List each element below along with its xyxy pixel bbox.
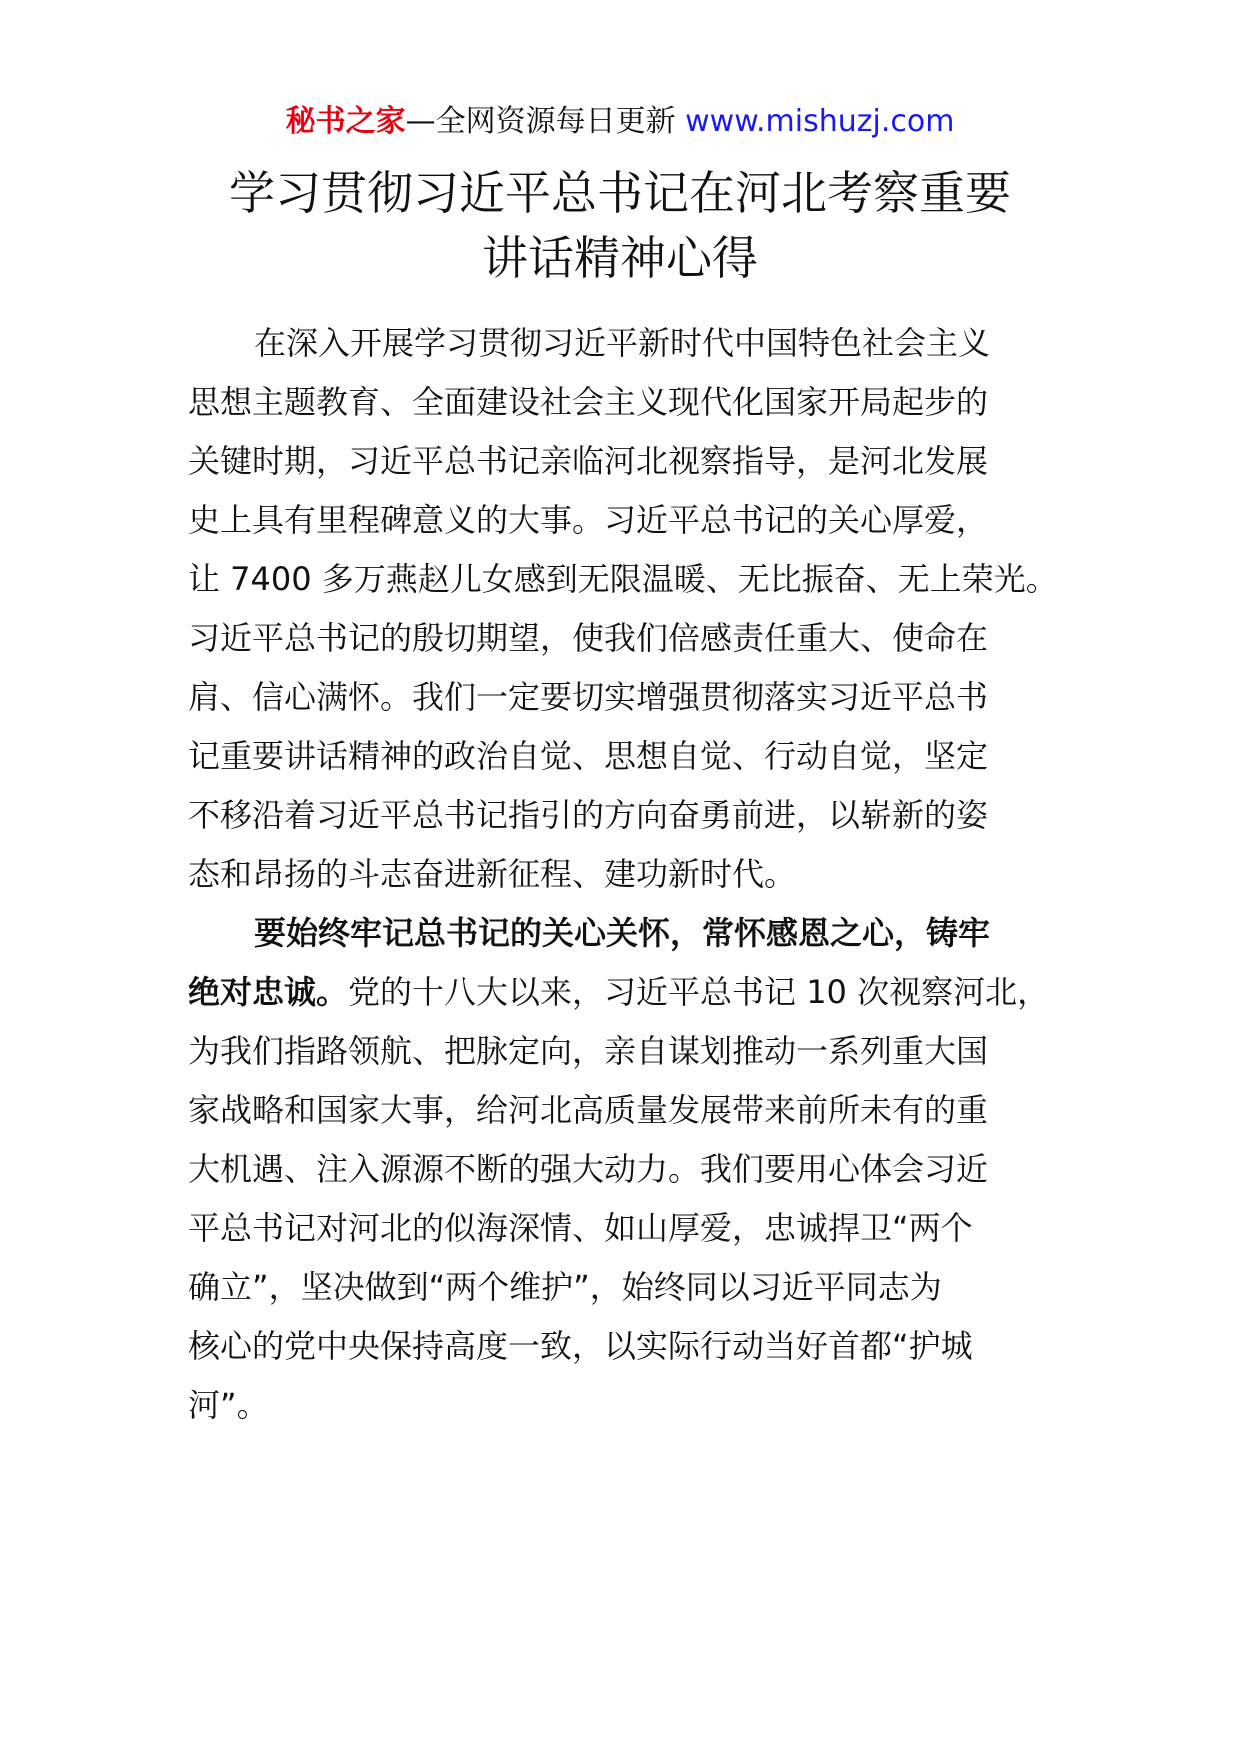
paragraph-line: 习近平总书记的殷切期望，使我们倍感责任重大、使命在 (188, 619, 989, 657)
paragraph-line: 平总书记对河北的似海深情、如山厚爱，忠诚捍卫“两个 (188, 1209, 973, 1247)
paragraph-line: 让 7400 多万燕赵儿女感到无限温暖、无比振奋、无上荣光。 (188, 560, 1058, 598)
paragraph-line: 态和昂扬的斗志奋进新征程、建功新时代。 (188, 855, 797, 893)
paragraph-line: 记重要讲话精神的政治自觉、思想自觉、行动自觉，坚定 (188, 737, 989, 775)
section-heading: 要始终牢记总书记的关心关怀，常怀感恩之心，铸牢 (254, 914, 991, 952)
paragraph-line: 肩、信心满怀。我们一定要切实增强贯彻落实习近平总书 (188, 678, 989, 716)
paragraph-line: 思想主题教育、全面建设社会主义现代化国家开局起步的 (188, 383, 989, 421)
brand-name: 秘书之家 (285, 104, 406, 139)
paragraph-line: 不移沿着习近平总书记指引的方向奋勇前进，以崭新的姿 (188, 796, 989, 834)
document-title-line-1: 学习贯彻习近平总书记在河北考察重要 (229, 166, 1011, 220)
paragraph-line (188, 960, 1049, 1024)
site-url[interactable]: www.mishuzj.com (685, 104, 955, 139)
paragraph-line: 确立”，坚决做到“两个维护”，始终同以习近平同志为 (188, 1268, 942, 1306)
paragraph-line: 史上具有里程碑意义的大事。习近平总书记的关心厚爱， (188, 501, 989, 539)
paragraph-text: 党的十八大以来，习近平总书记 10 次视察河北， (348, 973, 1050, 1011)
section-heading-end: 绝对忠诚。 (188, 973, 349, 1011)
paragraph-line: 为我们指路领航、把脉定向，亲自谋划推动一系列重大国 (188, 1032, 989, 1070)
paragraph-line: 大机遇、注入源源不断的强大动力。我们要用心体会习近 (188, 1150, 989, 1188)
paragraph-line: 在深入开展学习贯彻习近平新时代中国特色社会主义 (254, 324, 991, 362)
paragraph-line: 核心的党中央保持高度一致，以实际行动当好首都“护城 (188, 1327, 973, 1365)
paragraph-line: 河”。 (188, 1386, 269, 1424)
document-title-line-2: 讲话精神心得 (482, 231, 758, 285)
header-tagline: —全网资源每日更新 (405, 104, 676, 139)
paragraph-line: 家战略和国家大事，给河北高质量发展带来前所未有的重 (188, 1091, 989, 1129)
site-header (0, 100, 1240, 144)
paragraph-line: 关键时期，习近平总书记亲临河北视察指导，是河北发展 (188, 442, 989, 480)
